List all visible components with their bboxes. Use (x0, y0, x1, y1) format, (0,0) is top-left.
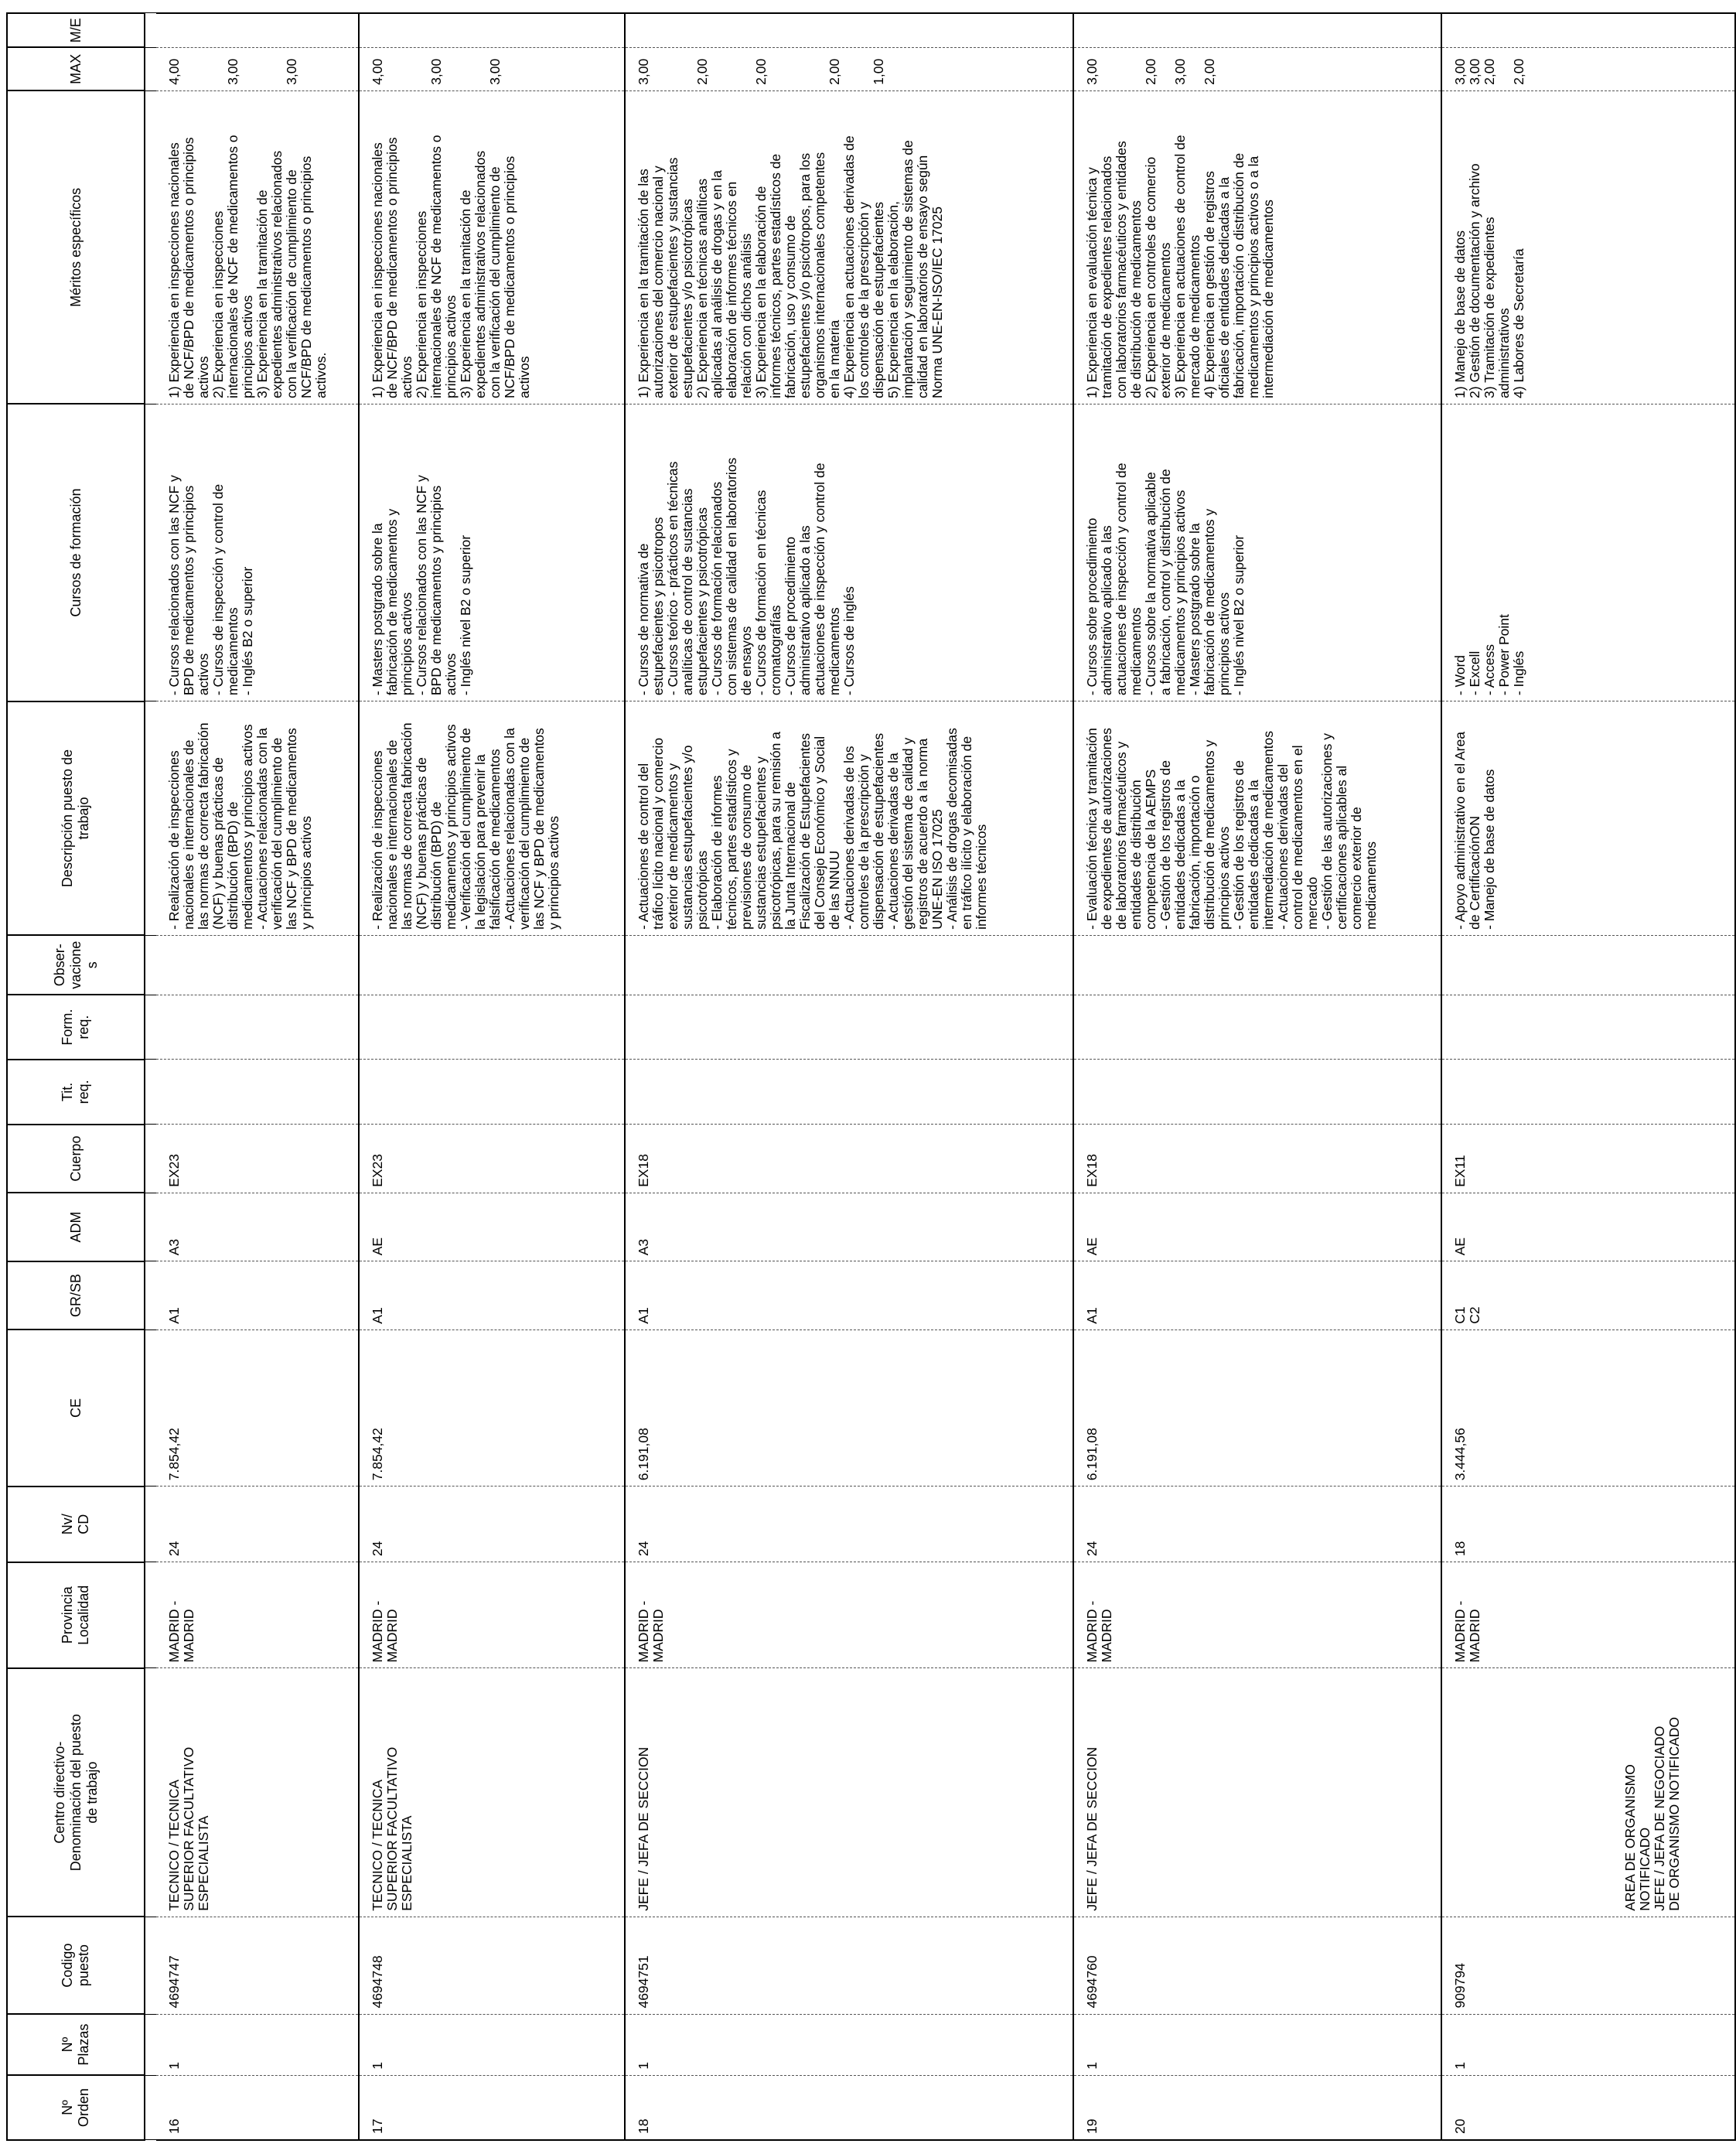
cell-meritos: 1) Experiencia en evaluación técnica y tramitación de expedientes relacionados con laboratorios farmacéuticos y entidades de distribución de medicamentos 2) Experiencia en controles de comercio exterior de medicamentos 3) Experiencia en actuaciones de control de mercado de medicamentos 4) Experiencia en gestión de registros oficiales de entidades dedicadas a la fabricación, importación o distribución de medicamentos y principios activos o a la intermediación de medicamentos (1073, 90, 1441, 404)
cell-codigo: 909794 (1441, 1917, 1735, 2014)
cell-codigo: 4694760 (1073, 1917, 1441, 2014)
max-value: 4,00 (370, 58, 385, 85)
cell-formacion-req (625, 995, 1073, 1060)
cell-observaciones (359, 935, 625, 995)
cell-formacion-req (1441, 995, 1735, 1060)
cell-grupo: A1 (625, 1261, 1073, 1330)
table-header (7, 13, 145, 2140)
cell-provincia: MADRID - MADRID (156, 1562, 359, 1668)
max-value: 2,00 (694, 58, 710, 85)
cell-adm: AE (1441, 1193, 1735, 1261)
header-observaciones: Obser- vaciones (7, 935, 145, 995)
max-value: 2,00 (1511, 58, 1526, 85)
cell-descripcion: - Apoyo administrativo en el Area de CertificaciónON - Manejo de base de datos (1441, 701, 1735, 936)
cell-ce: 7.854,42 (156, 1330, 359, 1487)
table-row (1441, 13, 1735, 2140)
cell-ce: 6.191,08 (1073, 1330, 1441, 1487)
max-value: 3,00 (1467, 58, 1482, 85)
header-titulacion: Tit. req. (7, 1060, 145, 1125)
max-value (710, 53, 725, 85)
max-value: 3,00 (487, 58, 503, 85)
cell-me (359, 13, 625, 47)
max-value (385, 53, 400, 85)
cell-orden: 17 (359, 2075, 625, 2140)
max-value (739, 53, 754, 85)
max-value (651, 53, 666, 85)
cell-codigo: 4694751 (625, 1917, 1073, 2014)
max-value (1100, 53, 1114, 85)
max-value (1158, 53, 1173, 85)
cell-grupo: C1 C2 (1441, 1261, 1735, 1330)
cell-cursos: - Masters postgrado sobre la fabricación de medicamentos y principios activos - Cursos relacionados con las NCF y BPD de medicamentos y principios activos - Inglés nivel B2 o superior (359, 404, 625, 701)
max-value: 4,00 (166, 58, 182, 85)
cell-grupo: A1 (359, 1261, 625, 1330)
cell-formacion-req (359, 995, 625, 1060)
max-value: 3,00 (225, 58, 240, 85)
max-value (1188, 53, 1202, 85)
cell-centro (156, 1668, 359, 1917)
cell-grupo: A1 (156, 1261, 359, 1330)
cell-meritos: 1) Experiencia en la tramitación de las autorizaciones del comercio nacional y exterior de estupefacientes y sustancias estupefacientes y/o psicotrópicas 2) Experiencia en técnicas analíticas aplicadas al análisis de drogas y en la elaboración de informes técnicos en relación con dichos análisis 3) Experiencia en la elaboración de informes técnicos, partes estadísticos de fabricación, uso y consumo de estupefacientes y/o psicótropos, para los organismos internacionales competentes en la materia 4) Experiencia en actuaciones derivadas de los controles de la prescripción y dispensación de estupefacientes 5) Experiencia en la elaboración, implantación y seguimiento de sistemas de calidad en laboratorios de ensayo según Norma UNE-EN-ISO/IEC 17025 (625, 90, 1073, 404)
cell-meritos: 1) Experiencia en inspecciones nacionales de NCF/BPD de medicamentos o principios activos 2) Experiencia en inspecciones internacionales de NCF de medicamentos o principios activos 3) Experiencia en la tramitación de expedientes administrativos relacionados con la verificación del cumplimiento de NCF/BPD de medicamentos o principios activos (359, 90, 625, 404)
cell-nivel: 24 (625, 1487, 1073, 1562)
max-value: 2,00 (827, 58, 842, 85)
max-value (798, 53, 813, 85)
cell-nivel: 18 (1441, 1487, 1735, 1562)
cell-descripcion: - Realización de inspecciones nacionales e internacionales de las normas de correcta fabricación (NCF) y buenas prácticas de distribución (BPD) de medicamentos y principios activos - Actuaciones relacionadas con la verificación del cumplimiento de las NCF y BPD de medicamentos y principios activos (156, 701, 359, 936)
header-formacion-req: Form. req. (7, 995, 145, 1060)
max-value (1129, 53, 1144, 85)
cell-formacion-req (1073, 995, 1441, 1060)
cell-plazas: 1 (1441, 2014, 1735, 2075)
header-meritos: Méritos específicos (7, 90, 145, 404)
cell-adm: A3 (625, 1193, 1073, 1261)
max-value: 3,00 (1452, 58, 1468, 85)
cell-observaciones (156, 935, 359, 995)
header-nivel: Nv/ CD (7, 1487, 145, 1562)
max-value (473, 53, 488, 85)
cell-observaciones (1073, 935, 1441, 995)
max-value (459, 53, 473, 85)
cell-me (156, 13, 359, 47)
max-value (211, 53, 226, 85)
header-provincia: Provincia Localidad (7, 1562, 145, 1668)
max-value: 2,00 (753, 58, 769, 85)
max-value (255, 53, 270, 85)
cell-ce: 6.191,08 (625, 1330, 1073, 1487)
cell-codigo: 4694748 (359, 1917, 625, 2014)
max-value: 2,00 (1143, 58, 1158, 85)
cell-cursos: - Word - Excell - Access - Power Point - Inglés (1441, 404, 1735, 701)
cell-plazas: 1 (1073, 2014, 1441, 2075)
cell-nivel: 24 (359, 1487, 625, 1562)
cell-descripcion: - Realización de inspecciones nacionales e internacionales de las normas de correcta fabricación (NCF) y buenas prácticas de distribución (BPD) de medicamentos y principios activos - Verificación del cumplimiento de la legislación para prevenir la falsificación de medicamentos - Actuaciones relacionadas con la verificación del cumplimiento de las NCF y BPD de medicamentos y principios activos (359, 701, 625, 936)
cell-plazas: 1 (625, 2014, 1073, 2075)
header-plazas: Nº Plazas (7, 2014, 145, 2075)
cell-nivel: 24 (1073, 1487, 1441, 1562)
table-row (625, 13, 1073, 2140)
cell-orden: 18 (625, 2075, 1073, 2140)
cell-cuerpo: EX18 (625, 1125, 1073, 1193)
header-grupo: GR/SB (7, 1261, 145, 1330)
max-value (769, 53, 783, 85)
cell-meritos: 1) Manejo de base de datos 2) Gestión de documentación y archivo 3) Tramitación de expedientes administrativos 4) Labores de Secretaría (1441, 90, 1735, 404)
cell-provincia: MADRID - MADRID (359, 1562, 625, 1668)
cell-adm: AE (359, 1193, 625, 1261)
cell-max (1073, 47, 1441, 90)
max-value: 3,00 (1084, 58, 1100, 85)
cell-ce: 7.854,42 (359, 1330, 625, 1487)
cell-cuerpo: EX11 (1441, 1125, 1735, 1193)
cell-provincia: MADRID - MADRID (1073, 1562, 1441, 1668)
max-value: 3,00 (1172, 58, 1188, 85)
job-positions-table (6, 12, 1736, 2141)
cell-me (625, 13, 1073, 47)
cell-puesto: TECNICO / TECNICA SUPERIOR FACULTATIVO ESPECIALISTA (370, 1746, 414, 1911)
cell-cuerpo: EX23 (156, 1125, 359, 1193)
max-value: 3,00 (636, 58, 651, 85)
cell-puesto: JEFE / JEFA DE SECCION (1084, 1746, 1100, 1911)
cell-centro (1073, 1668, 1441, 1917)
cell-centro (359, 1668, 625, 1917)
cell-meritos: 1) Experiencia en inspecciones nacionales de NCF/BPD de medicamentos o principios activos 2) Experiencia en inspecciones internacionales de NCF de medicamentos o principios activos 3) Experiencia en la tramitación de expedientes administrativos relacionados con la verificación de cumplimiento de NCF/BPD de medicamentos o principios activos. (156, 90, 359, 404)
header-codigo: Codigo puesto (7, 1917, 145, 2014)
max-value (270, 53, 285, 85)
cell-me (1073, 13, 1441, 47)
header-me: M/E (7, 13, 145, 47)
cell-plazas: 1 (156, 2014, 359, 2075)
header-cuerpo: Cuerpo (7, 1125, 145, 1193)
cell-observaciones (625, 935, 1073, 995)
header-centro: Centro directivo- Denominación del puesto de trabajo (7, 1668, 145, 1917)
cell-organismo: AREA DE ORGANISMO NOTIFICADO (1622, 1764, 1652, 1911)
cell-titulacion (1073, 1060, 1441, 1125)
table-row (156, 13, 359, 2140)
cell-cursos: - Cursos de normativa de estupefacientes y psicotropos - Cursos teórico - prácticos en técnicas analíticas de control de sustancias estupefacientes y psicotrópicas - Cursos de formación relacionados con sistemas de calidad en laboratorios de ensayos - Cursos de formación en técnicas cromatografías - Cursos de procedimiento administrativo aplicado a las actuaciones de inspección y control de medicamentos - Cursos de inglés (625, 404, 1073, 701)
max-value (666, 53, 680, 85)
cell-max (156, 47, 359, 90)
header-ce: CE (7, 1330, 145, 1487)
max-value (1497, 53, 1512, 85)
cell-grupo: A1 (1073, 1261, 1441, 1330)
cell-provincia: MADRID - MADRID (625, 1562, 1073, 1668)
cell-codigo: 4694747 (156, 1917, 359, 2014)
max-value (240, 53, 255, 85)
cell-cuerpo: EX23 (359, 1125, 625, 1193)
cell-titulacion (359, 1060, 625, 1125)
header-adm: ADM (7, 1193, 145, 1261)
cell-adm: AE (1073, 1193, 1441, 1261)
cell-centro (625, 1668, 1073, 1917)
max-value: 2,00 (1202, 58, 1217, 85)
max-value (842, 53, 857, 85)
max-value (414, 53, 429, 85)
max-value: 3,00 (428, 58, 444, 85)
cell-titulacion (1441, 1060, 1735, 1125)
max-value (1114, 53, 1129, 85)
cell-ce: 3.444,56 (1441, 1330, 1735, 1487)
cell-cursos: - Cursos sobre procedimiento administrativo aplicado a las actuaciones de inspección y control de medicamentos - Cursos sobre la normativa aplicable a fabricación, control y distribución de medicamentos y principios activos - Masters postgrado sobre la fabricación de medicamentos y principios activos - Inglés nivel B2 o superior (1073, 404, 1441, 701)
max-value: 2,00 (1482, 58, 1497, 85)
max-value (813, 53, 827, 85)
cell-orden: 19 (1073, 2075, 1441, 2140)
max-value (783, 53, 798, 85)
cell-titulacion (625, 1060, 1073, 1125)
cell-cuerpo: EX18 (1073, 1125, 1441, 1193)
cell-titulacion (156, 1060, 359, 1125)
header-max: MAX (7, 47, 145, 90)
max-value (182, 53, 196, 85)
spacer-row (145, 13, 156, 2140)
max-value (444, 53, 459, 85)
table-row (359, 13, 625, 2140)
max-value (400, 53, 414, 85)
cell-observaciones (1441, 935, 1735, 995)
cell-puesto: JEFE / JEFA DE SECCION (636, 1746, 651, 1911)
cell-provincia: MADRID - MADRID (1441, 1562, 1735, 1668)
max-value (857, 53, 871, 85)
max-value: 3,00 (284, 58, 299, 85)
cell-plazas: 1 (359, 2014, 625, 2075)
table-body (145, 13, 1735, 2140)
max-value (680, 53, 695, 85)
cell-max (625, 47, 1073, 90)
cell-adm: A3 (156, 1193, 359, 1261)
cell-max (359, 47, 625, 90)
header-orden: Nº Orden (7, 2075, 145, 2140)
cell-descripcion: - Actuaciones de control del tráfico lícito nacional y comercio exterior de medicamentos y sustancias estupefacientes y/o psicotrópicas - Elaboración de informes técnicos, partes estadísticos y previsiones de consumo de sustancias estupefacientes y psicotrópicas, para su remisión a la Junta Internacional de Fiscalización de Estupefacientes del Consejo Económico y Social de las NNUU - Actuaciones derivadas de los controles de la prescripción y dispensación de estupefacientes - Actuaciones derivadas de la gestión del sistema de calidad y registros de acuerdo a la norma UNE-EN ISO 17025 - Análisis de drogas decomisadas en tráfico ilícito y elaboración de informes técnicos (625, 701, 1073, 936)
max-value (196, 53, 211, 85)
cell-max (1441, 47, 1735, 90)
cell-formacion-req (156, 995, 359, 1060)
cell-nivel: 24 (156, 1487, 359, 1562)
max-value (725, 53, 739, 85)
cell-puesto: JEFE / JEFA DE NEGOCIADO DE ORGANISMO NOTIFICADO (1652, 1716, 1682, 1911)
cell-puesto: TECNICO / TECNICA SUPERIOR FACULTATIVO ESPECIALISTA (166, 1746, 211, 1911)
header-descripcion: Descripción puesto de trabajo (7, 701, 145, 936)
cell-me (1441, 13, 1735, 47)
max-value: 1,00 (871, 58, 886, 85)
table-row (1073, 13, 1441, 2140)
cell-orden: 20 (1441, 2075, 1735, 2140)
header-cursos: Cursos de formación (7, 404, 145, 701)
cell-centro (1441, 1668, 1735, 1917)
cell-descripcion: - Evaluación técnica y tramitación de expedientes de autorizaciones de laboratorios farmacéuticos y entidades de distribución competencia de la AEMPS - Gestión de los registros de entidades dedicadas a la fabricación, importación o distribución de medicamentos y principios activos - Gestión de los registros de entidades dedicadas a la intermediación de medicamentos - Actuaciones derivadas del control de medicamentos en el mercado - Gestión de las autorizaciones y certificaciones aplicables al comercio exterior de medicamentos (1073, 701, 1441, 936)
cell-cursos: - Cursos relacionados con las NCF y BPD de medicamentos y principios activos - Cursos de inspección y control de medicamentos - Inglés B2 o superior (156, 404, 359, 701)
cell-orden: 16 (156, 2075, 359, 2140)
